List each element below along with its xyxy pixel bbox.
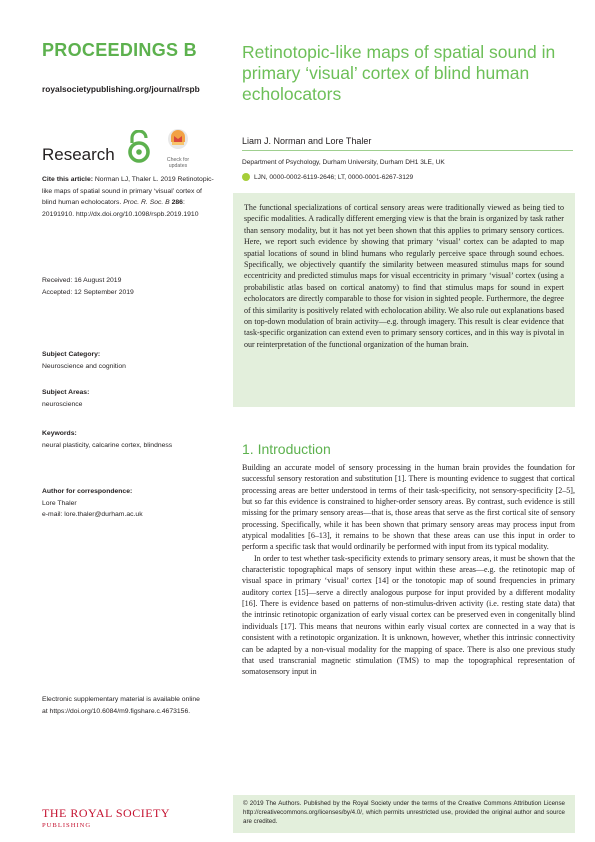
keywords: neural plasticity, calcarine cortex, blindness — [42, 441, 173, 449]
section-heading-introduction: 1. Introduction — [242, 441, 331, 457]
intro-body — [242, 462, 575, 678]
citation-label: Cite this article: — [42, 176, 93, 183]
accepted-date: Accepted: 12 September 2019 — [42, 288, 134, 296]
subject-areas-block — [42, 387, 217, 410]
publisher-line-2: PUBLISHING — [42, 822, 92, 829]
open-access-icon — [126, 130, 152, 169]
correspondence-name: Lore Thaler — [42, 499, 77, 507]
license-text: © 2019 The Authors. Published by the Royal Society under the terms of the Creative Commons Attribution License http://creativecommons.org/licenses/by/4.0/, which permits unrestricted use, provided the original author and source are credited. — [243, 800, 565, 825]
intro-paragraph-2: In order to test whether task-specificity extends to primary sensory areas, it must be shown that the characteristic topographical maps of sensory input within these areas—e.g. the retinotopic map of visual space in primary ‘visual’ cortex [14] or the tonotopic map of sound frequencies in primary auditory cortex [15]—serve a directly analogous purpose for input provided by a different modality [16]. There is evidence based on patterns of non-stimulus-driven activity (i.e. resting state data) that the intrinsic retinotopic organization of early visual cortex can be preserved even in congenitally blind individuals [17]. This means that neurons within early visual cortex are connected in a way that is consistent with a retinotopic organization. It is unknown, however, whether this intrinsic connectivity can be adapted by a non-visual modality for the mapping of space. There is also one previous study that used transcranial magnetic stimulation (TMS) to map the topographical representation of somatosensory input in — [242, 553, 575, 677]
orcid-line — [242, 173, 413, 181]
check-for-updates-badge[interactable] — [160, 128, 196, 169]
subject-category-label: Subject Category: — [42, 351, 101, 358]
section-label: Research — [42, 145, 115, 164]
subject-areas-label: Subject Areas: — [42, 389, 90, 396]
correspondence-email[interactable]: e-mail: lore.thaler@durham.ac.uk — [42, 511, 143, 519]
license-box — [233, 795, 575, 833]
abstract-box — [233, 193, 575, 407]
article-authors: Liam J. Norman and Lore Thaler — [242, 136, 372, 146]
citation-doi[interactable]: http://dx.doi.org/10.1098/rspb.2019.1910 — [76, 210, 199, 218]
citation-volume: 286 — [171, 199, 183, 207]
keywords-label: Keywords: — [42, 430, 77, 437]
publisher-line-1: THE ROYAL SOCIETY — [42, 806, 171, 820]
journal-brand: PROCEEDINGS B — [42, 40, 197, 60]
correspondence-label: Author for correspondence: — [42, 488, 133, 495]
subject-category: Neuroscience and cognition — [42, 362, 126, 370]
subject-areas: neuroscience — [42, 400, 83, 408]
author-affiliation: Department of Psychology, Durham University, Durham DH1 3LE, UK — [242, 159, 445, 166]
intro-paragraph-1: Building an accurate model of sensory processing in the human brain provides the foundation for successful sensory restoration and substitution [1]. There is mounting evidence to suggest that cortical processing areas are better understood in terms of their task-specificity, not sensory-specificity [2–5], but so far this evidence is constrained to higher-order sensory areas. By contrast, such evidence is still missing for the primary sensory areas—that is, those areas that serve as the first cortical site of sensory processing. Specifically, while it has been shown that primary sensory areas may process input from atypical modalities [6–13], it remains to be shown that these areas can use this input in order to perform a specific task that would ordinarily be performed with input from its typical modality. — [242, 463, 575, 552]
subject-category-block — [42, 349, 217, 372]
citation-pages: : 20191910. — [42, 199, 185, 218]
received-date: Received: 16 August 2019 — [42, 277, 122, 284]
royal-society-logo — [42, 806, 170, 829]
keywords-block — [42, 428, 217, 451]
citation-journal: Proc. R. Soc. B — [123, 199, 170, 207]
abstract-text: The functional specializations of cortical sensory areas were traditionally viewed as being tied to specific modalities. A radically different emerging view is that the brain is organized by task rather than sensory modality, but it has not yet been shown that this applies to primary sensory cortices. Here, we report such evidence by showing that primary ‘visual’ cortex can be adapted to map spatial locations of sound in blind humans who regularly perceive space through sound echoes. Specifically, we objectively quantify the similarity between measured stimulus maps for sound eccentricity and predicted stimulus maps for visual eccentricity in primary ‘visual’ cortex (using a probabilistic atlas based on cortical anatomy) to find that stimulus maps for sound in expert echolocators are directly comparable to those for vision in sighted people. Furthermore, the degree of this similarity is positively related with echolocation ability. We also rule out explanations based on top-down modulation of brain activity—e.g. through imagery. This result is clear evidence that task-specific organization can extend even to primary sensory cortices, and in this way is pivotal in our reinterpretation of the functional organization of the human brain. — [244, 203, 564, 349]
title-divider — [242, 150, 573, 151]
esm-note: Electronic supplementary material is available online at https://doi.org/10.6084/m9.figshare.c.4673156. — [42, 696, 200, 715]
citation-block — [42, 174, 217, 220]
check-for-updates-line2: updates — [168, 163, 188, 169]
orcid-text[interactable]: LJN, 0000-0002-6119-2646; LT, 0000-0001-6267-3129 — [254, 173, 414, 181]
citation-text: Norman LJ, Thaler L. 2019 Retinotopic-like maps of spatial sound in primary ‘visual’ cortex of blind human echolocators. — [42, 176, 214, 207]
journal-url[interactable]: royalsocietypublishing.org/journal/rspb — [42, 84, 200, 94]
correspondence-block — [42, 486, 217, 521]
orcid-icon[interactable] — [242, 173, 250, 181]
check-for-updates-line1: Check for — [166, 157, 190, 163]
article-title: Retinotopic-like maps of spatial sound in primary ‘visual’ cortex of blind human echolocators — [242, 42, 556, 104]
dates-block — [42, 275, 217, 298]
check-for-updates-icon — [167, 128, 189, 152]
